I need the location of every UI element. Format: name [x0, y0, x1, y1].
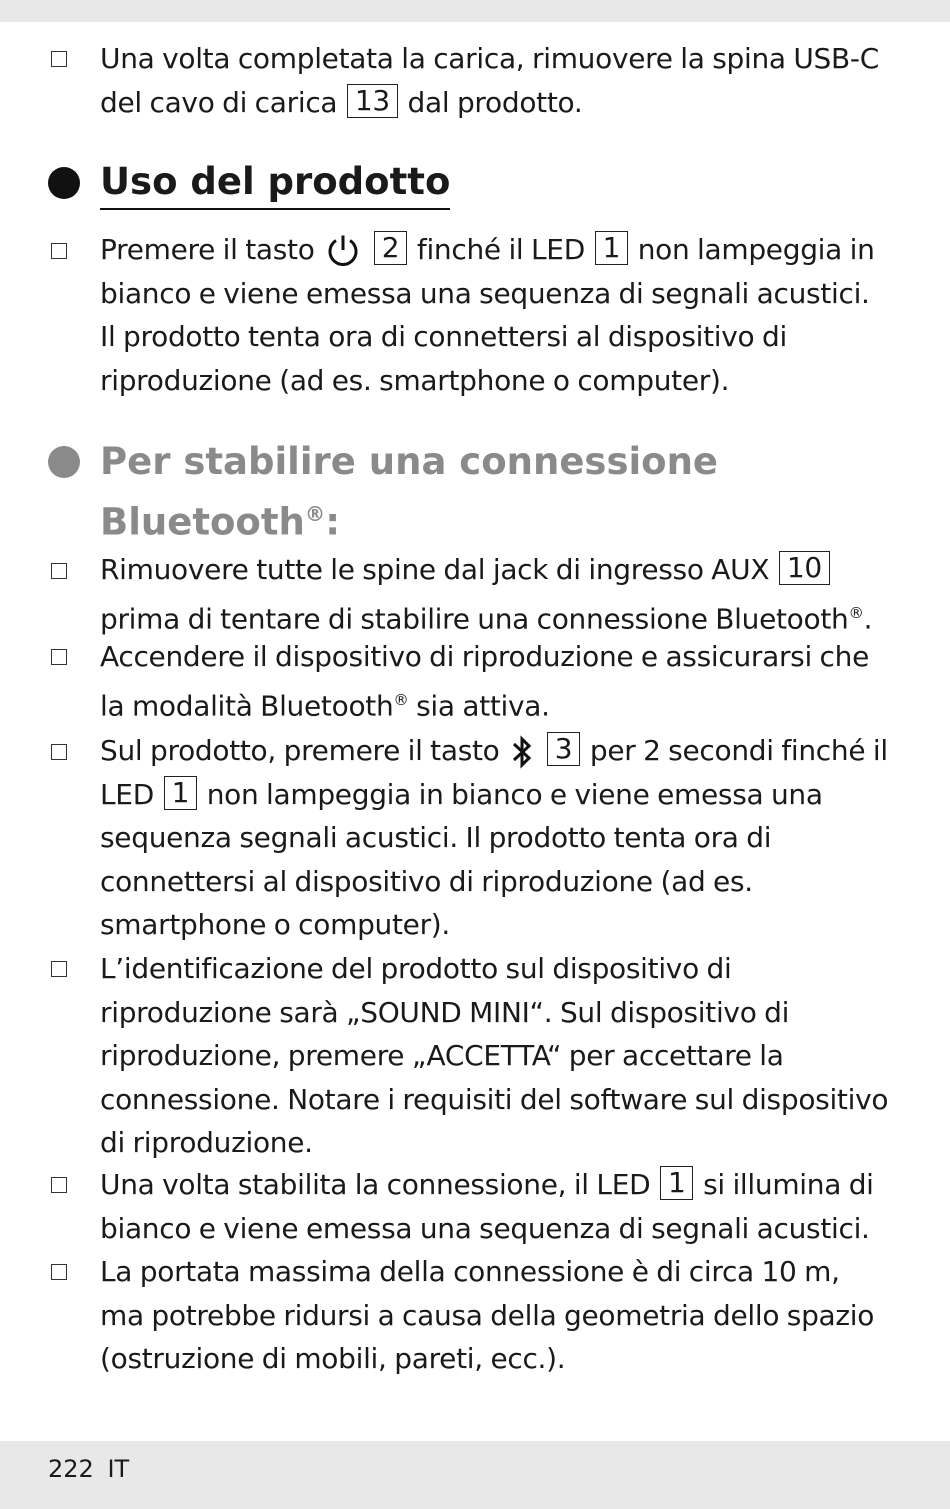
bluetooth-icon — [509, 733, 535, 771]
part-ref: 1 — [164, 776, 198, 810]
list-item: La portata massima della connessione è di circa 10 m, ma potrebbe ridursi a causa della geometria dello spazio (ostruzione di mobili, pareti, ecc.). — [100, 1255, 875, 1375]
section-bullet-icon — [48, 167, 80, 199]
checkbox-icon — [51, 744, 67, 760]
section-bullet-icon — [48, 446, 80, 478]
power-icon — [324, 232, 362, 270]
checkbox-icon — [51, 961, 67, 977]
part-ref: 2 — [374, 231, 408, 265]
language-code: IT — [107, 1455, 130, 1483]
part-ref: 10 — [779, 551, 830, 585]
footer-bar — [0, 1441, 950, 1509]
checkbox-icon — [51, 51, 67, 67]
list-item: Sul prodotto, premere il tasto 3 per 2 secondi finché il LED 1 non lampeggia in bianco e viene emessa una sequenza segnali acustici. Il prodotto tenta ora di connettersi al dispositivo di riproduzione (ad es. smartphone o computer). — [100, 732, 888, 941]
part-ref: 13 — [347, 84, 398, 118]
list-item: Accendere il dispositivo di riproduzione e assicurarsi che la modalità Bluetooth® sia attiva. — [100, 640, 870, 722]
page-number: 222 — [48, 1455, 94, 1483]
part-ref: 1 — [595, 231, 629, 265]
checkbox-icon — [51, 1264, 67, 1280]
checkbox-icon — [51, 243, 67, 259]
top-bar — [0, 0, 950, 22]
list-item: Rimuovere tutte le spine dal jack di ingresso AUX 10 prima di tentare di stabilire una connessione Bluetooth®. — [100, 551, 873, 635]
page-footer — [48, 1455, 129, 1483]
section-heading: Uso del prodotto — [100, 158, 450, 210]
section-heading: Per stabilire una connessione Bluetooth®: — [100, 440, 719, 544]
part-ref: 3 — [547, 732, 581, 766]
checkbox-icon — [51, 649, 67, 665]
part-ref: 1 — [660, 1166, 694, 1200]
list-item: Una volta stabilita la connessione, il LED 1 si illumina di bianco e viene emessa una sequenza di segnali acustici. — [100, 1166, 874, 1245]
checkbox-icon — [51, 563, 67, 579]
list-item: L’identificazione del prodotto sul dispositivo di riproduzione sarà „SOUND MINI“. Sul dispositivo di riproduzione, premere „ACCETTA“ per accettare la connessione. Notare i requisiti del software sul dispositivo di riproduzione. — [100, 952, 889, 1159]
checkbox-icon — [51, 1177, 67, 1193]
list-item: Premere il tasto 2 finché il LED 1 non lampeggia in bianco e viene emessa una sequenza di segnali acustici. Il prodotto tenta ora di connettersi al dispositivo di riproduzione (ad es. smartphone o computer). — [100, 231, 875, 397]
list-item: Una volta completata la carica, rimuovere la spina USB-C del cavo di carica 13 dal prodotto. — [100, 42, 879, 119]
